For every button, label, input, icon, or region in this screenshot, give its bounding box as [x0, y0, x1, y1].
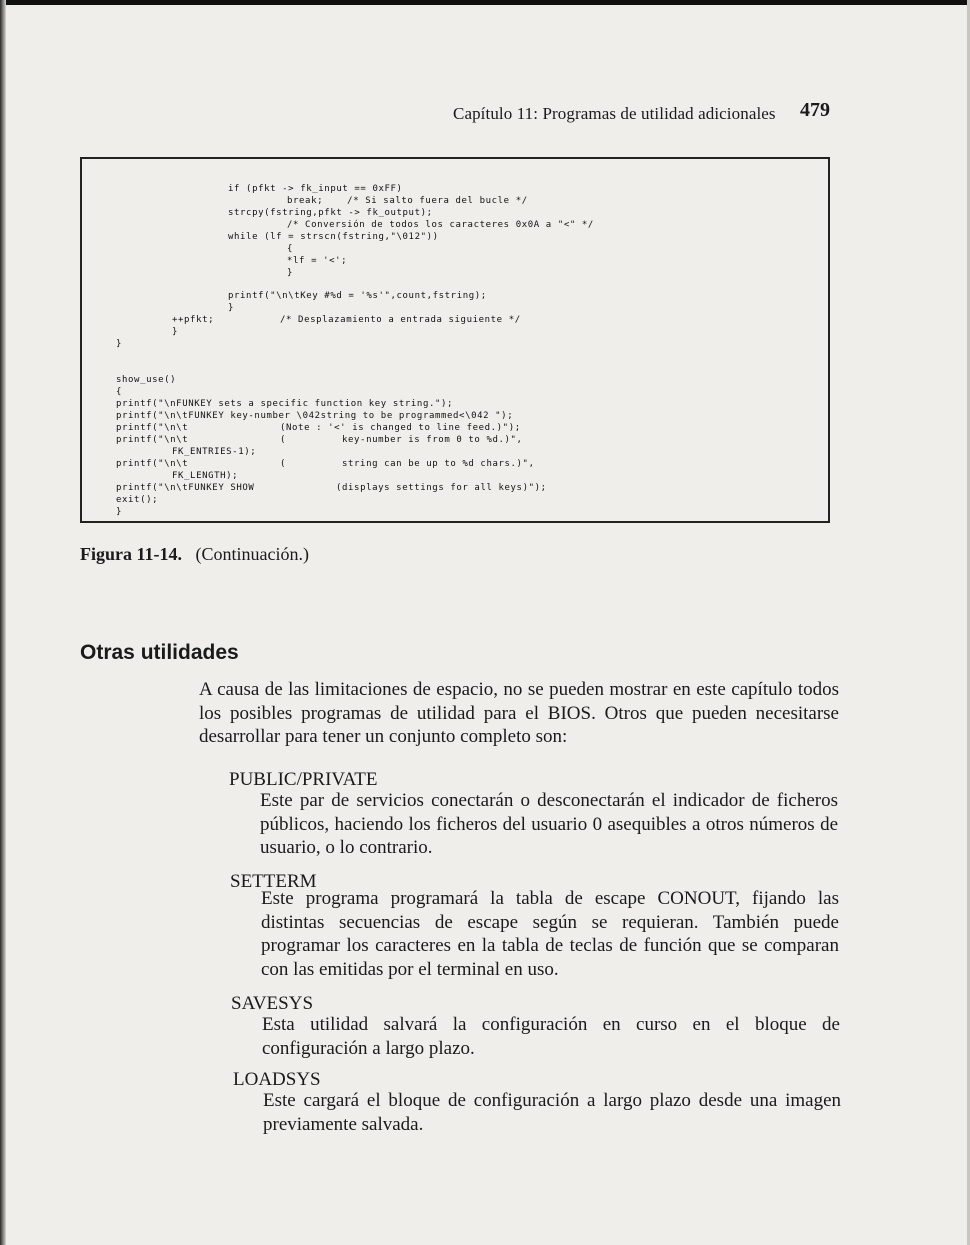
code-line: printf("\n\tFUNKEY key-number \042string to be programmed<\042 "); — [116, 411, 514, 421]
code-line: (displays settings for all keys)"); — [336, 483, 547, 493]
code-line: } — [116, 339, 123, 349]
utility-term-savesys: SAVESYS — [231, 993, 314, 1014]
code-line: break; /* Si salto fuera del bucle */ — [287, 196, 528, 206]
code-line: printf("\n\t — [116, 459, 189, 469]
code-line: (Note : '<' is changed to line feed.)"); — [280, 423, 521, 433]
code-line: ++pfkt; — [172, 315, 215, 325]
page-left-edge — [0, 0, 6, 1245]
code-line: FK_ENTRIES-1); — [172, 447, 257, 457]
code-line: show_use() — [116, 375, 177, 385]
code-line: strcpy(fstring,pfkt -> fk_output); — [228, 208, 433, 218]
utility-term-loadsys: LOADSYS — [233, 1069, 321, 1090]
code-line: printf("\n\t — [116, 423, 189, 433]
section-heading: Otras utilidades — [80, 641, 239, 664]
utility-description: Este cargará el bloque de configuración a largo plazo desde una imagen previamente salvada. — [263, 1090, 841, 1135]
code-comment: /* Desplazamiento a entrada siguiente */ — [280, 315, 521, 325]
code-line: } — [116, 507, 123, 517]
code-listing-box — [80, 157, 830, 523]
utility-description: Este programa programará la tabla de escape CONOUT, fijando las distintas secuencias de escape según se requieran. También puede programar los caracteres en la tabla de teclas de función que se comparan con las emitidas por el terminal en uso. — [261, 888, 839, 980]
utility-term-public-private: PUBLIC/PRIVATE — [229, 769, 378, 790]
code-line: key-number is from 0 to %d.)", — [342, 435, 523, 445]
code-line: FK_LENGTH); — [172, 471, 239, 481]
code-line: printf("\n\t — [116, 435, 189, 445]
page-number: 479 — [800, 99, 830, 121]
code-line: /* Conversión de todos los caracteres 0x0A a "<" */ — [287, 220, 594, 230]
code-line: printf("\nFUNKEY sets a specific function key string."); — [116, 399, 454, 409]
code-line: { — [116, 387, 123, 397]
code-line: } — [228, 303, 235, 313]
utility-description: Este par de servicios conectarán o desconectarán el indicador de ficheros públicos, haciendo los ficheros del usuario 0 asequibles a otros números de usuario, o lo contrario. — [260, 790, 838, 858]
code-line: } — [287, 268, 294, 278]
figure-caption-text: (Continuación.) — [195, 544, 309, 564]
code-line: ( — [280, 435, 287, 445]
intro-paragraph: A causa de las limitaciones de espacio, no se pueden mostrar en este capítulo todos los posibles programas de utilidad para el BIOS. Otros que pueden necesitarse desarrollar para tener un conjunto completo son: — [199, 679, 839, 747]
code-line: { — [287, 244, 294, 254]
code-line: printf("\n\tFUNKEY SHOW — [116, 483, 255, 493]
code-line: while (lf = strscn(fstring,"\012")) — [228, 232, 439, 242]
code-line: string can be up to %d chars.)", — [342, 459, 535, 469]
code-line: ( — [280, 459, 287, 469]
figure-caption — [80, 544, 309, 565]
utility-term-setterm: SETTERM — [230, 871, 317, 892]
utility-description: Esta utilidad salvará la configuración en curso en el bloque de configuración a largo plazo. — [262, 1014, 840, 1059]
page-top-border — [0, 0, 970, 5]
code-line: if (pfkt -> fk_input == 0xFF) — [228, 184, 403, 194]
figure-label: Figura 11-14. — [80, 544, 182, 564]
code-line: printf("\n\tKey #%d = '%s'",count,fstring); — [228, 291, 487, 301]
code-line: } — [172, 327, 179, 337]
code-line: exit(); — [116, 495, 159, 505]
code-line: *lf = '<'; — [287, 256, 348, 266]
running-head: Capítulo 11: Programas de utilidad adicionales — [453, 104, 776, 123]
